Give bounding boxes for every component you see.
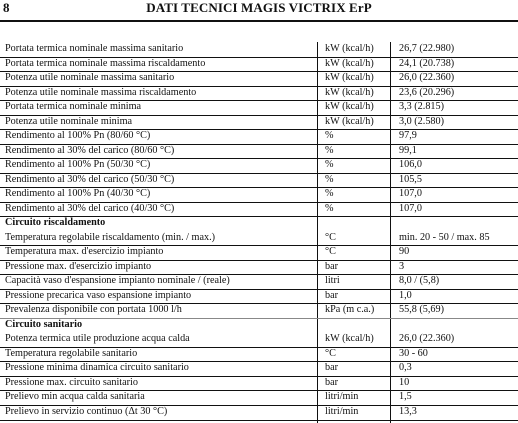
table-row (0, 187, 518, 203)
value-cell: 26,7 (22.980) (399, 43, 455, 54)
unit-cell: kPa (m c.a.) (325, 304, 375, 316)
unit-cell: % (325, 159, 334, 171)
table-row (0, 129, 518, 145)
value-cell: 30 - 60 (399, 347, 428, 359)
table-row (0, 260, 518, 276)
parameter-cell: Pressione minima dinamica circuito sanitario (5, 362, 189, 374)
unit-cell: kW (kcal/h) (325, 333, 374, 345)
table-row (0, 158, 518, 174)
section-heading: Circuito riscaldamento (5, 217, 106, 229)
unit-cell: litri/min (325, 391, 359, 403)
table-row (0, 405, 518, 421)
parameter-cell: Rendimento al 100% Pn (40/30 °C) (5, 188, 151, 200)
unit-cell: °C (325, 246, 336, 258)
unit-cell: % (325, 188, 334, 200)
value-cell: 26,0 (22.360) (399, 333, 455, 345)
value-cell: 10 (399, 376, 410, 388)
value-cell: 8,0 / (5,8) (399, 275, 440, 287)
parameter-cell: Portata termica nominale minima (5, 101, 142, 113)
value-cell: 107,0 (399, 188, 422, 200)
table-row (0, 245, 518, 261)
table-row (0, 347, 518, 363)
unit-cell: bar (325, 362, 339, 374)
unit-cell: bar (325, 376, 339, 388)
value-cell: 3,3 (2.815) (399, 101, 444, 113)
value-cell: 3,0 (2.580) (399, 115, 444, 127)
parameter-cell: Temperatura max. d'esercizio impianto (5, 246, 164, 258)
unit-cell: % (325, 202, 334, 214)
value-cell: 90 (399, 246, 410, 258)
unit-cell: % (325, 130, 334, 142)
parameter-cell: Rendimento al 30% del carico (50/30 °C) (5, 173, 175, 185)
table-row (0, 332, 518, 348)
parameter-cell: Pressione max. circuito sanitario (5, 376, 138, 388)
table-row (0, 289, 518, 305)
parameter-cell: Portata termica nominale massima sanitario (5, 43, 184, 54)
unit-cell: litri (325, 275, 340, 287)
value-cell: 106,0 (399, 159, 422, 171)
parameter-cell: Potenza utile nominale massima sanitario (5, 72, 175, 84)
value-cell: 24,1 (20.738) (399, 57, 455, 69)
technical-data-table (0, 42, 518, 423)
value-cell: 97,9 (399, 130, 417, 142)
table-row (0, 57, 518, 73)
title-rule (0, 20, 518, 22)
parameter-cell: Potenza termica utile produzione acqua calda (5, 333, 190, 345)
unit-cell: kW (kcal/h) (325, 101, 374, 113)
table-row (0, 361, 518, 377)
value-cell: 0,3 (399, 362, 412, 374)
table-row (0, 86, 518, 102)
unit-cell: kW (kcal/h) (325, 115, 374, 127)
unit-cell: % (325, 173, 334, 185)
table-row (0, 202, 518, 218)
unit-cell: °C (325, 231, 336, 243)
unit-cell: °C (325, 347, 336, 359)
parameter-cell: Rendimento al 100% Pn (50/30 °C) (5, 159, 151, 171)
parameter-cell: Pressione max. d'esercizio impianto (5, 260, 152, 272)
parameter-cell: Portata termica nominale massima riscaldamento (5, 57, 206, 69)
value-cell: 107,0 (399, 202, 422, 214)
parameter-cell: Prevalenza disponibile con portata 1000 l/h (5, 304, 182, 316)
unit-cell: kW (kcal/h) (325, 57, 374, 69)
value-cell: 13,3 (399, 406, 417, 417)
parameter-cell: Rendimento al 100% Pn (80/60 °C) (5, 130, 151, 142)
parameter-cell: Temperatura regolabile sanitario (5, 347, 138, 359)
value-cell: 26,0 (22.360) (399, 72, 455, 84)
parameter-cell: Potenza utile nominale massima riscaldamento (5, 86, 197, 98)
table-row (0, 100, 518, 116)
table-row (0, 42, 518, 58)
table-row (0, 376, 518, 392)
value-cell: 55,8 (5,69) (399, 304, 444, 316)
value-cell: 99,1 (399, 144, 417, 156)
table-row (0, 144, 518, 160)
parameter-cell: Pressione precarica vaso espansione impianto (5, 289, 192, 301)
table-row (0, 390, 518, 406)
value-cell: 1,0 (399, 289, 412, 301)
parameter-cell: Potenza utile nominale minima (5, 115, 133, 127)
section-heading: Circuito sanitario (5, 318, 83, 330)
unit-cell: bar (325, 289, 339, 301)
parameter-cell: Temperatura regolabile riscaldamento (min. / max.) (5, 231, 216, 243)
value-cell: min. 20 - 50 / max. 85 (399, 231, 490, 243)
unit-cell: kW (kcal/h) (325, 43, 374, 54)
parameter-cell: Prelievo min acqua calda sanitaria (5, 391, 145, 403)
unit-cell: % (325, 144, 334, 156)
table-row (0, 231, 518, 247)
parameter-cell: Capacità vaso d'espansione impianto nominale / (reale) (5, 275, 230, 287)
page-title: DATI TECNICI MAGIS VICTRIX ErP (146, 0, 372, 15)
table-row (0, 173, 518, 189)
page-number: 8 (3, 0, 10, 15)
parameter-cell: Rendimento al 30% del carico (40/30 °C) (5, 202, 175, 214)
value-cell: 3 (399, 260, 405, 272)
value-cell: 23,6 (20.296) (399, 86, 455, 98)
unit-cell: litri/min (325, 406, 359, 417)
value-cell: 105,5 (399, 173, 422, 185)
unit-cell: bar (325, 260, 339, 272)
table-row (0, 71, 518, 87)
table-row (0, 115, 518, 131)
value-cell: 1,5 (399, 391, 412, 403)
table-row (0, 303, 518, 319)
parameter-cell: Rendimento al 30% del carico (80/60 °C) (5, 144, 175, 156)
parameter-cell: Prelievo in servizio continuo (Δt 30 °C) (5, 406, 168, 417)
unit-cell: kW (kcal/h) (325, 72, 374, 84)
table-row (0, 274, 518, 290)
unit-cell: kW (kcal/h) (325, 86, 374, 98)
